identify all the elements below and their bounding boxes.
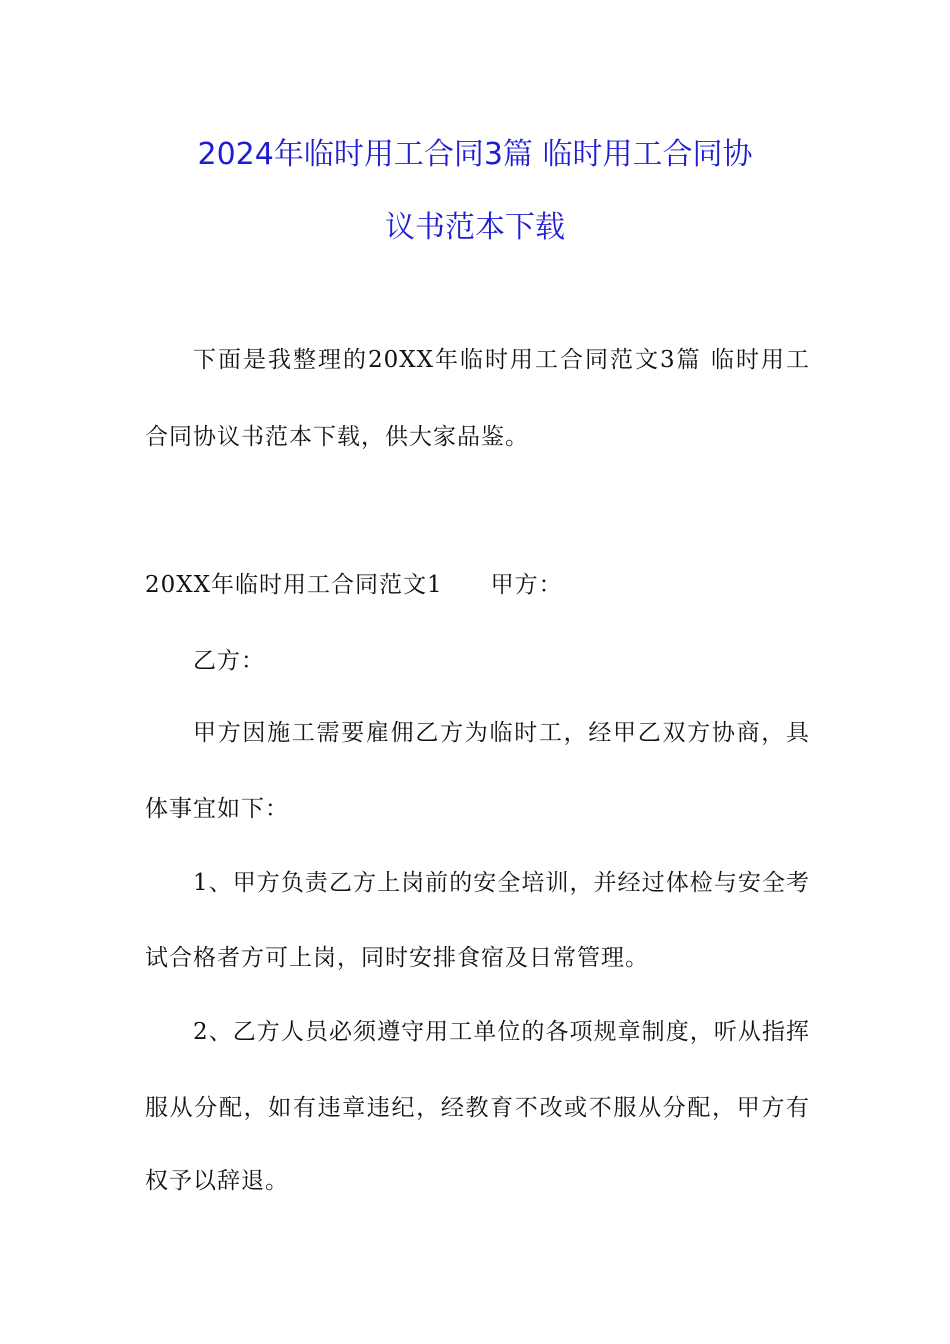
party-b-label: 乙方： [193, 648, 265, 674]
paragraph-1-line-1: 甲方因施工需要雇佣乙方为临时工，经甲乙双方协商，具 [193, 720, 810, 746]
paragraph-2-line-2: 试合格者方可上岗，同时安排食宿及日常管理。 [145, 945, 649, 971]
party-a-label: 甲方： [490, 572, 563, 598]
paragraph-3-line-2: 服从分配，如有违章违纪，经教育不改或不服从分配，甲方有 [145, 1095, 810, 1121]
section-heading: 20XX年临时用工合同范文1 [145, 572, 443, 598]
document-title-line-1: 2024年临时用工合同3篇 临时用工合同协 [197, 137, 753, 172]
intro-line-2: 合同协议书范本下载，供大家品鉴。 [145, 424, 529, 450]
paragraph-3-line-1: 2、乙方人员必须遵守用工单位的各项规章制度，听从指挥 [193, 1019, 810, 1045]
paragraph-1-line-2: 体事宜如下： [145, 796, 289, 822]
document-title-line-2: 议书范本下载 [385, 210, 565, 245]
paragraph-3-line-3: 权予以辞退。 [145, 1168, 289, 1194]
section-heading-row [145, 570, 810, 600]
paragraph-2-line-1: 1、甲方负责乙方上岗前的安全培训，并经过体检与安全考 [193, 870, 810, 896]
intro-line-1: 下面是我整理的20XX年临时用工合同范文3篇 临时用工 [193, 347, 810, 373]
